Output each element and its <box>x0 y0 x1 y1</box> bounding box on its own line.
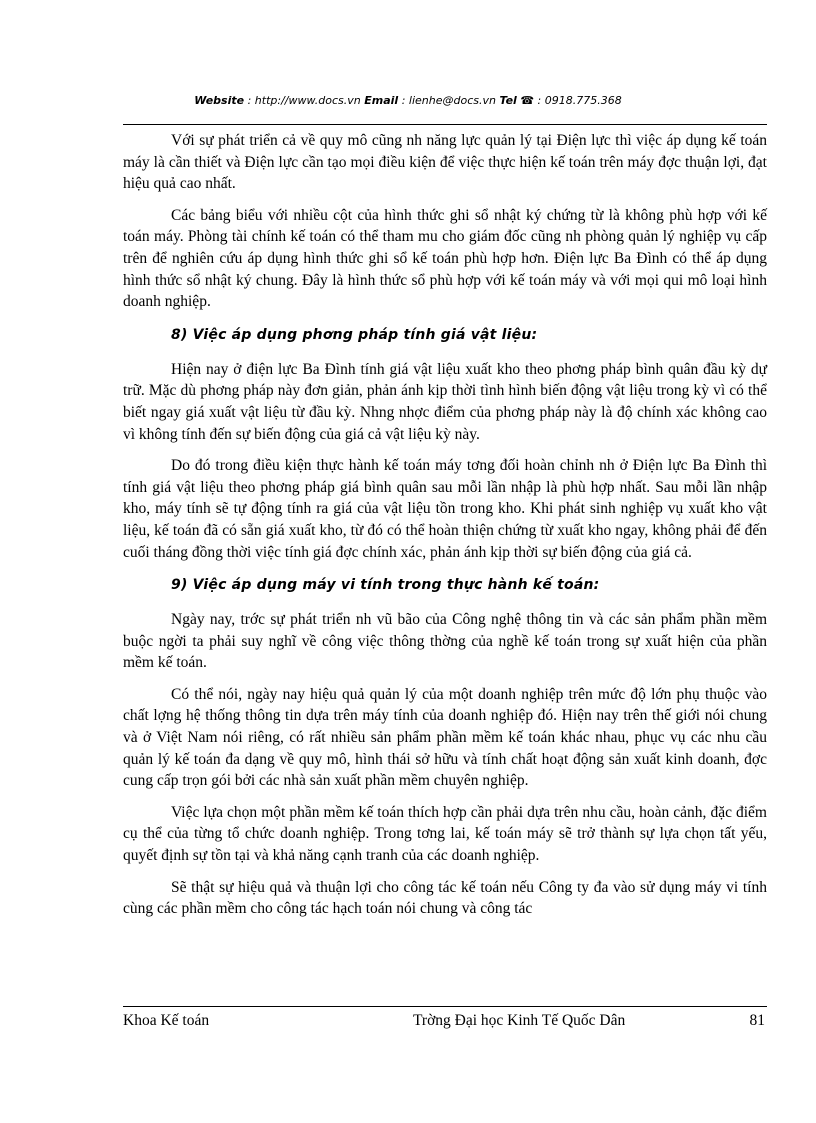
page-content <box>123 130 767 930</box>
footer-rule <box>123 1006 767 1007</box>
footer-university: Trờng Đại học Kinh Tế Quốc Dân <box>413 1012 626 1029</box>
page-number: 81 <box>749 1012 765 1029</box>
paragraph-3: Hiện nay ở điện lực Ba Đình tính giá vật liệu xuất kho theo phơng pháp bình quân đầu kỳ dự trữ. Mặc dù phơng pháp này đơn giản, phản ánh kịp thời tình hình biến động vật liệu trong kỳ vì có thể biết ngay giá xuất vật liệu từ đầu kỳ. Nhng nhợc điểm của phơng pháp này là độ chính xác không cao vì không tính đến sự biến động của giá cả vật liệu kỳ này. <box>123 360 767 443</box>
phone-icon: ☎ <box>520 94 535 107</box>
header-rule <box>123 124 767 125</box>
tel-label: Tel <box>499 94 517 107</box>
paragraph-7: Việc lựa chọn một phần mềm kế toán thích hợp cần phải dựa trên nhu cầu, hoàn cảnh, đặc điểm cụ thể của từng tổ chức doanh nghiệp. Trong tơng lai, kế toán máy sẽ trở thành sự lựa chọn tất yếu, quyết định sự tồn tại và khả năng cạnh tranh của các doanh nghiệp. <box>123 803 767 865</box>
section-heading-9: 9) Việc áp dụng máy vi tính trong thực hành kế toán: <box>171 577 600 594</box>
website-label: Website <box>194 94 245 107</box>
page-header <box>0 94 816 107</box>
paragraph-8: Sẽ thật sự hiệu quả và thuận lợi cho công tác kế toán nếu Công ty đa vào sử dụng máy vi tính cùng các phần mềm cho công tác hạch toán nói chung và công tác <box>123 878 767 918</box>
paragraph-2: Các bảng biểu với nhiều cột của hình thức ghi sổ nhật ký chứng từ là không phù hợp với kế toán máy. Phòng tài chính kế toán có thể tham mu cho giám đốc cũng nh phòng quản lý nghiệp vụ cấp trên để nghiên cứu áp dụng hình thức ghi sổ kế toán phù hợp hơn. Điện lực Ba Đình có thể áp dụng hình thức sổ nhật ký chung. Đây là hình thức sổ phù hợp với kế toán máy và với mọi qui mô loại hình doanh nghiệp. <box>123 206 767 311</box>
paragraph-5: Ngày nay, trớc sự phát triển nh vũ bão của Công nghệ thông tin và các sản phẩm phần mềm buộc ngời ta phải suy nghĩ về công việc thông thờng của nghề kế toán trong sự xuất hiện của phần mềm kế toán. <box>123 611 767 672</box>
email-value: : lienhe@docs.vn <box>401 94 496 107</box>
paragraph-4: Do đó trong điều kiện thực hành kế toán máy tơng đối hoàn chỉnh nh ở Điện lực Ba Đình thì tính giá vật liệu theo phơng pháp giá bình quân sau mỗi lần nhập là phù hợp nhất. Sau mỗi lần nhập kho, máy tính sẽ tự động tính ra giá của vật liệu tồn trong kho. Khi phát sinh nghiệp vụ xuất kho vật liệu, kế toán đã có sẵn giá xuất kho, từ đó có thể hoàn thiện chứng từ xuất kho ngay, không phải để đến cuối tháng đồng thời việc tính giá đợc chính xác, phản ánh kịp thời sự biến động của giá cả. <box>123 457 767 561</box>
footer-faculty: Khoa Kế toán <box>123 1012 210 1029</box>
website-value: : http://www.docs.vn <box>247 94 361 107</box>
email-label: Email <box>364 94 399 107</box>
section-heading-8: 8) Việc áp dụng phơng pháp tính giá vật liệu: <box>171 326 538 343</box>
tel-value: : 0918.775.368 <box>537 94 622 107</box>
paragraph-6: Có thể nói, ngày nay hiệu quả quản lý của một doanh nghiệp trên mức độ lớn phụ thuộc vào chất lợng hệ thống thông tin dựa trên máy tính của doanh nghiệp đó. Hiện nay trên thế giới nói chung và ở Việt Nam nói riêng, có rất nhiều sản phẩm phần mềm kế toán khác nhau, phục vụ các nhu cầu quản lý kế toán đa dạng về quy mô, hình thái sở hữu và tính chất hoạt động sản xuất kinh doanh, đợc cung cấp trọn gói bởi các nhà sản xuất phần mềm chuyên nghiệp. <box>123 685 767 790</box>
paragraph-1: Với sự phát triển cả về quy mô cũng nh năng lực quản lý tại Điện lực thì việc áp dụng kế toán máy là cần thiết và Điện lực cần tạo mọi điều kiện để việc thực hiện kế toán trên máy đợc thuận lợi, đạt hiệu quả cao nhất. <box>123 132 767 193</box>
